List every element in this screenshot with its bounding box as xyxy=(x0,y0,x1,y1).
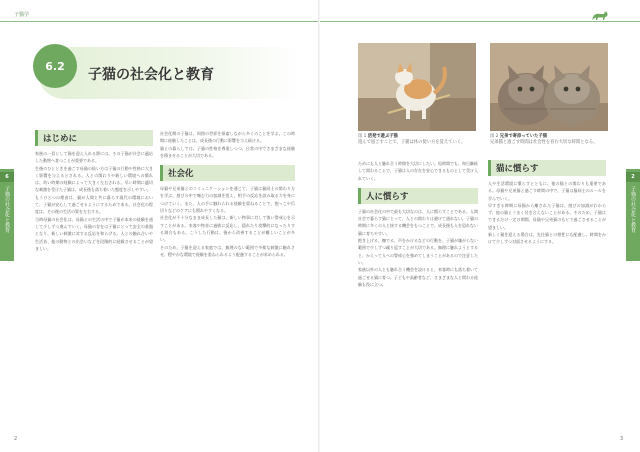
section-heading: はじめに xyxy=(35,130,153,146)
chapter-number: 6.2 xyxy=(33,44,77,88)
section-heading: 猫に慣らす xyxy=(488,160,606,176)
page-number: 2 xyxy=(14,436,18,442)
body-paragraph: 家族の一員として猫を迎え入れる際には、その子猫が社会に適応した動物へ育つことが重要である。 xyxy=(35,151,153,164)
kitten-photo-2 xyxy=(490,43,608,131)
body-paragraph: ためにも人と触れ合う時間を大切にしたい。短時間でも、毎日継続して関わることで、子猫は人の存在を安心できるものとして受け入れていく。 xyxy=(358,161,478,181)
chapter-title: 子猫の社会化と教育 xyxy=(88,67,214,83)
body-paragraph: 社会化期の子猫は、周囲の世界を探索しながら多くのことを学ぶ。この時期に経験したことは、成長後の行動に影響を与え続ける。 xyxy=(160,131,295,144)
left-column-2 xyxy=(160,130,295,258)
right-page xyxy=(320,0,640,452)
tab-chapter-number: 6 xyxy=(0,172,14,182)
section-heading: 社会化 xyxy=(160,165,295,181)
body-paragraph: もうひとつの理由は、猫が人間と共に暮らす現代の環境において、子猫が安心して過ごせるようにするためである。社会化の程度は、その後の生活の質を左右する。 xyxy=(35,194,153,215)
figure-caption-2: 図 2 兄弟で寄添っていた子猫 兄弟猫と過ごす時間は社会性を育む大切な時間となる。 xyxy=(490,134,598,145)
body-paragraph: 新しく猫を迎える場合は、先住猫との相性にも配慮し、時間をかけて少しずつ対面させるようにする。 xyxy=(488,232,606,245)
tab-chapter-number: 2 xyxy=(626,172,640,182)
chapter-tab xyxy=(0,169,14,261)
body-paragraph: 社会化が不十分なまま成長した猫は、新しい物事に対して強い警戒心を示すことがある。来客や物音に過敏に反応し、隠れたり攻撃的になったりする場合もある。こうした行動は、後から改善することが難しいことが多い。 xyxy=(160,215,295,243)
left-column-1 xyxy=(35,130,153,252)
right-column-2 xyxy=(488,160,606,246)
body-paragraph: 生後のひとときを過ごす母猫の扱い方は子猫の行動や性格に大きく影響を与えるとされる。人との関わりや新しい環境への慣れは、幼い時期の経験によって大きく左右される。早い時期に適切な刺激を受けた子猫は、成長後も落ち着いた態度を示しやすい。 xyxy=(35,165,153,193)
cat-icon xyxy=(591,8,609,22)
body-paragraph: 母猫や兄弟猫とのコミュニケーションを通じて、子猫は猫同士の関わり方を学ぶ。遊びの中で噛む力の加減を覚え、相手の反応を読み取る力を身につけていく。また、人の手に触れられる経験を重ねることで、抱っこや爪切りなどのケアにも慣れやすくなる。 xyxy=(160,186,295,214)
section-heading: 人に慣らす xyxy=(358,188,478,204)
body-paragraph: 当時母猫の社会化は、母猫との生活の中で子猫が本来の経験を通して少しずつ進んでいく。母猫の存在は子猫にとって安全の基盤となり、新しい刺激に対する反応を和らげる。人との触れ合いや生活音、他の動物との出会いなどを段階的に経験させることが望ましい。 xyxy=(35,216,153,251)
tab-chapter-title: 子猫の社会化と教育 xyxy=(630,186,636,233)
body-paragraph: 人や生活環境に慣らすとともに、他の猫との関わりも重要である。母猫や兄弟猫と過ごす時間の中で、子猫は猫同士のルールを学んでいく。 xyxy=(488,181,606,201)
running-head: 子猫学 xyxy=(14,12,30,18)
body-paragraph: 家族以外の人とも触れ合う機会を設けると、来客時にも落ち着いて過ごせる猫に育つ。子どもや高齢者など、さまざまな人と関わる経験も役に立つ。 xyxy=(358,267,478,287)
body-paragraph: 子猫の社会化の中で最も大切なのは、人に慣らすことである。人間社会で暮らす猫にとって、人との関わりは避けて通れない。子猫の時期に多くの人と接する機会をもつことで、成長後も人を恐れない猫に育ちやすい。 xyxy=(358,208,478,236)
chapter-tab xyxy=(626,169,640,261)
right-column-1 xyxy=(358,160,478,288)
page-number: 3 xyxy=(620,436,624,442)
kitten-photo-1 xyxy=(358,43,476,131)
body-paragraph: 抱き上げる、撫でる、声をかけるなどの行動を、子猫が嫌がらない範囲で少しずつ繰り返すことが大切である。無理に触れようとすると、かえって人への警戒心を強めてしまうことがあるので注意したい。 xyxy=(358,238,478,265)
tab-chapter-title: 子猫の社会化と教育 xyxy=(4,186,10,233)
figure-caption-1: 図 1 活発で遊ぶ子猫 遊んで過ごすことで、子猫は体の使い方を覚えていく。 xyxy=(358,134,466,145)
body-paragraph: 早すぎる時期に母猫から離された子猫は、遊びの加減がわからず、他の猫とうまく付き合えないことがある。そのため、子猫はできるだけ一定の期間、母猫や兄弟猫のもとで過ごさせることが望ましい。 xyxy=(488,202,606,230)
body-paragraph: そのため、子猫を迎える家庭では、無理のない範囲で多様な刺激に触れさせ、穏やかな環境で経験を重ねられるよう配慮することが求められる。 xyxy=(160,244,295,257)
header-rule xyxy=(0,21,320,22)
body-paragraph: 猫との暮らしでは、子猫の性格を尊重しつつ、日常の中でさまざまな経験を積ませることが大切である。 xyxy=(160,145,295,158)
